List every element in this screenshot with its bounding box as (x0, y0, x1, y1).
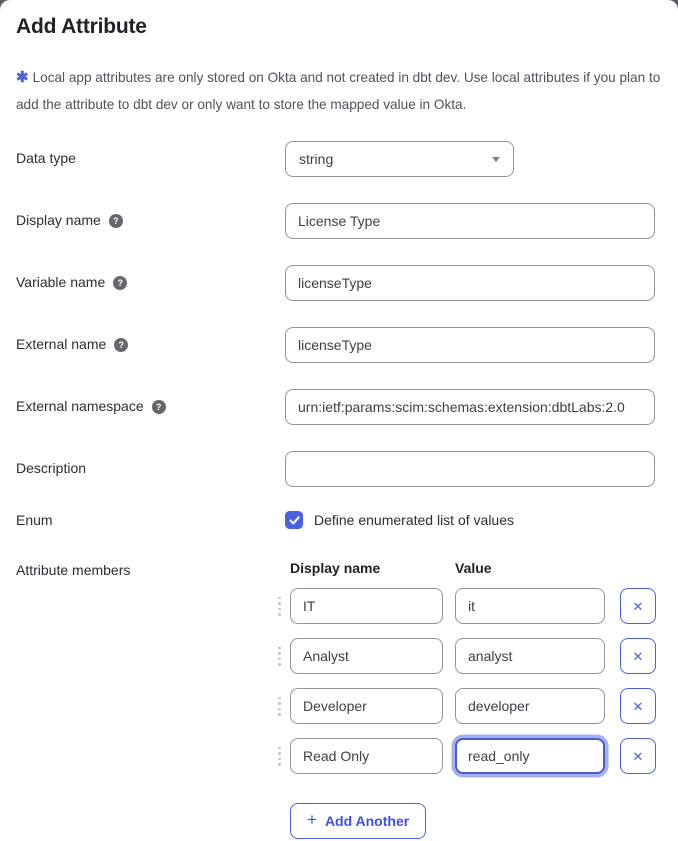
help-glyph: ? (113, 216, 119, 226)
drag-handle-icon[interactable] (276, 588, 290, 624)
member-row (276, 588, 656, 624)
asterisk-icon: ✱ (16, 69, 29, 86)
help-glyph: ? (155, 402, 162, 412)
external-namespace-label (16, 389, 285, 425)
external-name-label (16, 327, 285, 363)
enum-checkbox-label: Define enumerated list of values (314, 512, 514, 528)
column-header-value: Value (455, 560, 492, 576)
help-icon[interactable] (114, 338, 128, 352)
drag-handle-icon[interactable] (276, 638, 290, 674)
checkmark-icon (289, 516, 300, 525)
display-name-label (16, 203, 285, 239)
plus-icon: + (307, 810, 317, 829)
form-row-external-namespace (16, 389, 662, 425)
data-type-label (16, 141, 285, 177)
drag-handle-icon[interactable] (276, 738, 290, 774)
data-type-label-text: Data type (16, 150, 76, 166)
external-namespace-input[interactable] (285, 389, 655, 425)
drag-handle-icon[interactable] (276, 688, 290, 724)
enum-label-text: Enum (16, 512, 53, 528)
form-row-data-type (16, 141, 662, 177)
member-value-input-focused[interactable] (455, 738, 605, 774)
chevron-down-icon (492, 157, 500, 162)
member-display-name-input[interactable] (290, 588, 443, 624)
display-name-input[interactable] (285, 203, 655, 239)
member-row (276, 638, 656, 674)
members-column-headers (276, 560, 656, 576)
form-row-external-name (16, 327, 662, 363)
member-value-input[interactable] (455, 688, 605, 724)
enum-checkbox-wrap (285, 511, 514, 529)
page-title: Add Attribute (16, 15, 147, 38)
form-row-enum (16, 511, 662, 529)
add-another-label: Add Another (324, 813, 410, 829)
form-row-attribute-members (16, 553, 662, 839)
add-another-button[interactable] (290, 803, 426, 839)
variable-name-label-text: Variable name (16, 274, 106, 290)
member-row (276, 738, 656, 774)
remove-member-button[interactable] (620, 688, 656, 724)
data-type-select[interactable] (285, 141, 514, 177)
close-icon: ✕ (632, 648, 644, 664)
form-row-description (16, 451, 662, 487)
note-text: Local app attributes are only stored on Okta and not created in dbt dev. Use local attributes if you plan to add the attribute to dbt dev or only want to store the mapped value in Okta. (16, 70, 661, 112)
help-glyph: ? (117, 278, 123, 288)
close-icon: ✕ (632, 748, 644, 764)
display-name-label-text: Display name (16, 212, 101, 228)
form-row-display-name (16, 203, 662, 239)
help-glyph: ? (118, 340, 125, 350)
help-icon[interactable] (152, 400, 166, 414)
enum-checkbox[interactable] (285, 511, 303, 529)
close-icon: ✕ (632, 598, 644, 614)
external-name-input[interactable] (285, 327, 655, 363)
remove-member-button[interactable] (620, 738, 656, 774)
external-namespace-label-text: External namespace (16, 398, 144, 414)
member-display-name-input[interactable] (290, 638, 443, 674)
member-display-name-input[interactable] (290, 738, 443, 774)
attribute-members-label-text: Attribute members (16, 562, 131, 578)
add-attribute-form (16, 141, 662, 839)
member-value-input[interactable] (455, 588, 605, 624)
description-label (16, 451, 285, 487)
form-row-variable-name (16, 265, 662, 301)
help-icon[interactable] (109, 214, 123, 228)
attribute-members-list (276, 553, 656, 839)
description-input[interactable] (285, 451, 655, 487)
external-name-label-text: External name (16, 336, 107, 352)
enum-label (16, 512, 285, 528)
remove-member-button[interactable] (620, 638, 656, 674)
member-value-input[interactable] (455, 638, 605, 674)
column-header-display-name: Display name (290, 560, 381, 576)
remove-member-button[interactable] (620, 588, 656, 624)
local-attribute-note (16, 64, 666, 118)
help-icon[interactable] (113, 276, 127, 290)
variable-name-label (16, 265, 285, 301)
member-display-name-input[interactable] (290, 688, 443, 724)
member-row (276, 688, 656, 724)
variable-name-input[interactable] (285, 265, 655, 301)
data-type-selected-value: string (299, 151, 334, 167)
close-icon: ✕ (632, 698, 644, 714)
attribute-members-label (16, 553, 276, 839)
description-label-text: Description (16, 460, 87, 476)
